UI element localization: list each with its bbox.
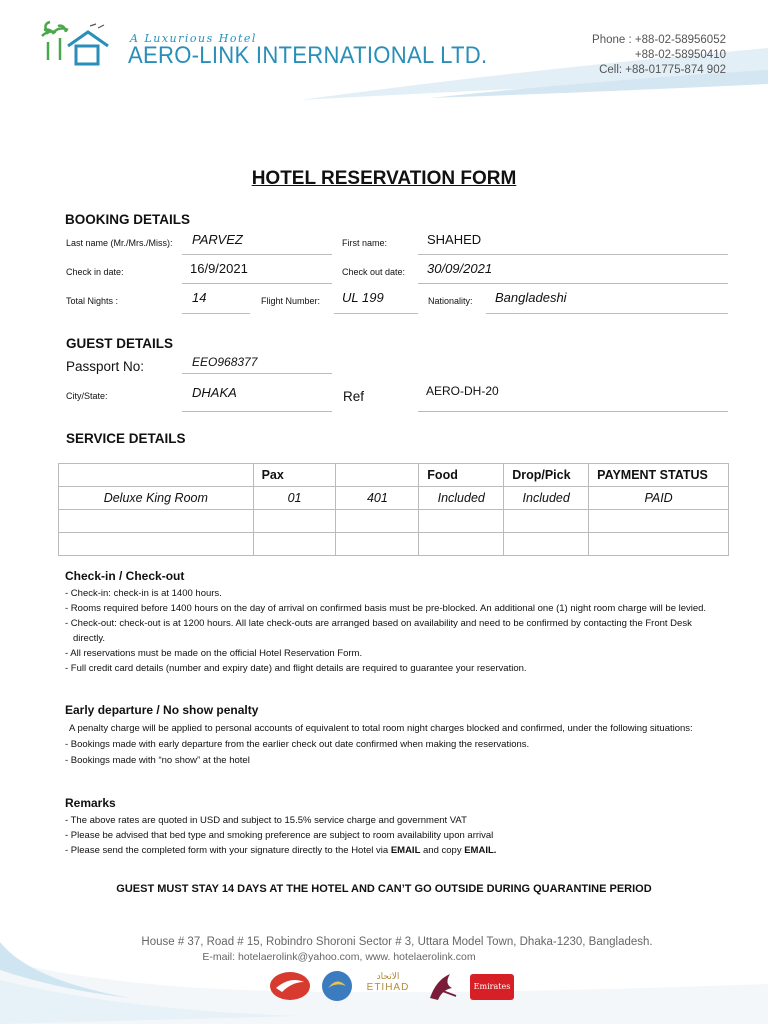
early-intro: A penalty charge will be applied to personal accounts of equivalent to total room night charges blocked and confirmed, under the following situations: (69, 723, 693, 734)
remark-email-1: EMAIL (390, 845, 421, 856)
checkin-heading: Check-in / Check-out (65, 569, 185, 583)
check-in-line (182, 283, 332, 284)
remark-email-2: EMAIL. (464, 845, 497, 856)
passport-label: Passport No: (66, 359, 145, 374)
cell-room-no[interactable] (336, 510, 419, 533)
ref-label: Ref (343, 389, 365, 404)
saudia-logo (318, 970, 356, 1002)
last-name-line (182, 254, 332, 255)
hotel-tagline: A Luxurious Hotel (130, 32, 257, 45)
guest-heading: GUEST DETAILS (66, 336, 174, 351)
service-table (58, 463, 729, 556)
remark-text: and copy (420, 845, 465, 856)
service-header-row (59, 464, 729, 487)
cell-food[interactable]: Included (419, 487, 504, 510)
table-row (59, 533, 729, 556)
phone-1: Phone : +88-02-58956052 (592, 34, 726, 46)
nationality-label: Nationality: (428, 296, 473, 306)
check-out-value[interactable]: 30/09/2021 (427, 261, 493, 276)
cell-payment[interactable] (589, 510, 729, 533)
last-name-value[interactable]: PARVEZ (192, 232, 243, 247)
city-line (182, 411, 332, 412)
table-row (59, 510, 729, 533)
quarantine-notice: GUEST MUST STAY 14 DAYS AT THE HOTEL AND CAN’T GO OUTSIDE DURING QUARANTINE PERIOD (116, 883, 652, 895)
early-heading: Early departure / No show penalty (65, 703, 259, 717)
passport-value[interactable]: EEO968377 (192, 355, 258, 369)
col-room-no (336, 464, 419, 487)
list-item: - All reservations must be made on the official Hotel Reservation Form. (65, 648, 363, 659)
cell-food[interactable] (419, 510, 504, 533)
nights-value[interactable]: 14 (192, 290, 207, 305)
cell-pax[interactable] (253, 533, 336, 556)
col-payment-status: PAYMENT STATUS (589, 464, 729, 487)
service-heading: SERVICE DETAILS (66, 431, 186, 446)
city-label: City/State: (66, 391, 108, 401)
list-item: - Rooms required before 1400 hours on the day of arrival on confirmed basis must be pre-blocked. An additional one (1) night room charge will be levied. (65, 603, 707, 614)
first-name-label: First name: (342, 238, 388, 248)
cell-pax[interactable] (253, 510, 336, 533)
col-room (59, 464, 254, 487)
check-out-label: Check out date: (342, 267, 406, 277)
cell-phone: Cell: +88-01775-874 902 (599, 64, 726, 76)
remarks-list (65, 813, 725, 858)
footer-address: House # 37, Road # 15, Robindro Shoroni Sector # 3, Uttara Model Town, Dhaka-1230, Bangladesh. (141, 936, 653, 948)
list-item: - Check-in: check-in is at 1400 hours. (65, 588, 222, 599)
flight-label: Flight Number: (261, 296, 321, 306)
list-item: - Please be advised that bed type and smoking preference are subject to room availability upon arrival (65, 830, 494, 841)
cell-drop-pick[interactable] (504, 510, 589, 533)
hotel-name: AERO-LINK INTERNATIONAL LTD. (128, 42, 488, 69)
cell-pax[interactable]: 01 (253, 487, 336, 510)
etihad-logo: الاتحاد ETIHAD (364, 972, 412, 1002)
cell-room[interactable] (59, 533, 254, 556)
form-title: HOTEL RESERVATION FORM (251, 168, 517, 189)
cell-room-no[interactable]: 401 (336, 487, 419, 510)
first-name-value[interactable]: SHAHED (427, 232, 482, 247)
ref-line (418, 411, 728, 412)
qatar-logo (426, 970, 462, 1002)
first-name-line (418, 254, 728, 255)
ref-value[interactable]: AERO-DH-20 (426, 384, 499, 398)
nights-line (182, 313, 250, 314)
checkin-list (65, 586, 725, 676)
check-in-value[interactable]: 16/9/2021 (190, 261, 248, 276)
contact-info (592, 33, 726, 78)
flight-value[interactable]: UL 199 (342, 290, 384, 305)
list-item: - The above rates are quoted in USD and subject to 15.5% service charge and government VAT (65, 815, 467, 826)
hotel-logo (38, 20, 118, 68)
cell-food[interactable] (419, 533, 504, 556)
flight-line (334, 313, 418, 314)
booking-heading: BOOKING DETAILS (65, 212, 191, 227)
cell-drop-pick[interactable] (504, 533, 589, 556)
col-pax: Pax (253, 464, 336, 487)
remark-text: - Please send the completed form with your signature directly to the Hotel via (65, 845, 391, 856)
cell-room-no[interactable] (336, 533, 419, 556)
city-value[interactable]: DHAKA (192, 385, 237, 400)
cell-payment[interactable]: PAID (589, 487, 729, 510)
list-item: - Bookings made with “no show” at the hotel (65, 755, 250, 766)
list-item: - Check-out: check-out is at 1200 hours. All late check-outs are arranged based on availability and need to be confirmed by contacting the Front Desk directly. (65, 618, 692, 644)
table-row (59, 487, 729, 510)
phone-2: +88-02-58950410 (634, 49, 726, 61)
list-item: - Full credit card details (number and expiry date) and flight details are required to guarantee your reservation. (65, 663, 527, 674)
last-name-label: Last name (Mr./Mrs./Miss): (66, 238, 173, 248)
col-drop-pick: Drop/Pick (504, 464, 589, 487)
col-food: Food (419, 464, 504, 487)
check-out-line (418, 283, 728, 284)
nights-label: Total Nights : (66, 296, 119, 306)
remarks-heading: Remarks (65, 796, 116, 810)
emirates-logo: Emirates (470, 974, 514, 1000)
cell-room[interactable] (59, 510, 254, 533)
etihad-text: ETIHAD (366, 982, 410, 993)
early-section (65, 721, 725, 768)
passport-line (182, 373, 332, 374)
list-item: - Bookings made with early departure from the earlier check out date confirmed when making the reservations. (65, 739, 530, 750)
cell-payment[interactable] (589, 533, 729, 556)
cell-drop-pick[interactable]: Included (504, 487, 589, 510)
list-item (65, 843, 725, 858)
check-in-label: Check in date: (66, 267, 124, 277)
cell-room[interactable]: Deluxe King Room (59, 487, 254, 510)
nationality-value[interactable]: Bangladeshi (495, 290, 567, 305)
footer-email: E-mail: hotelaerolink@yahoo.com, www. hotelaerolink.com (202, 951, 476, 963)
airline-logo-1 (268, 970, 312, 1002)
nationality-line (486, 313, 728, 314)
